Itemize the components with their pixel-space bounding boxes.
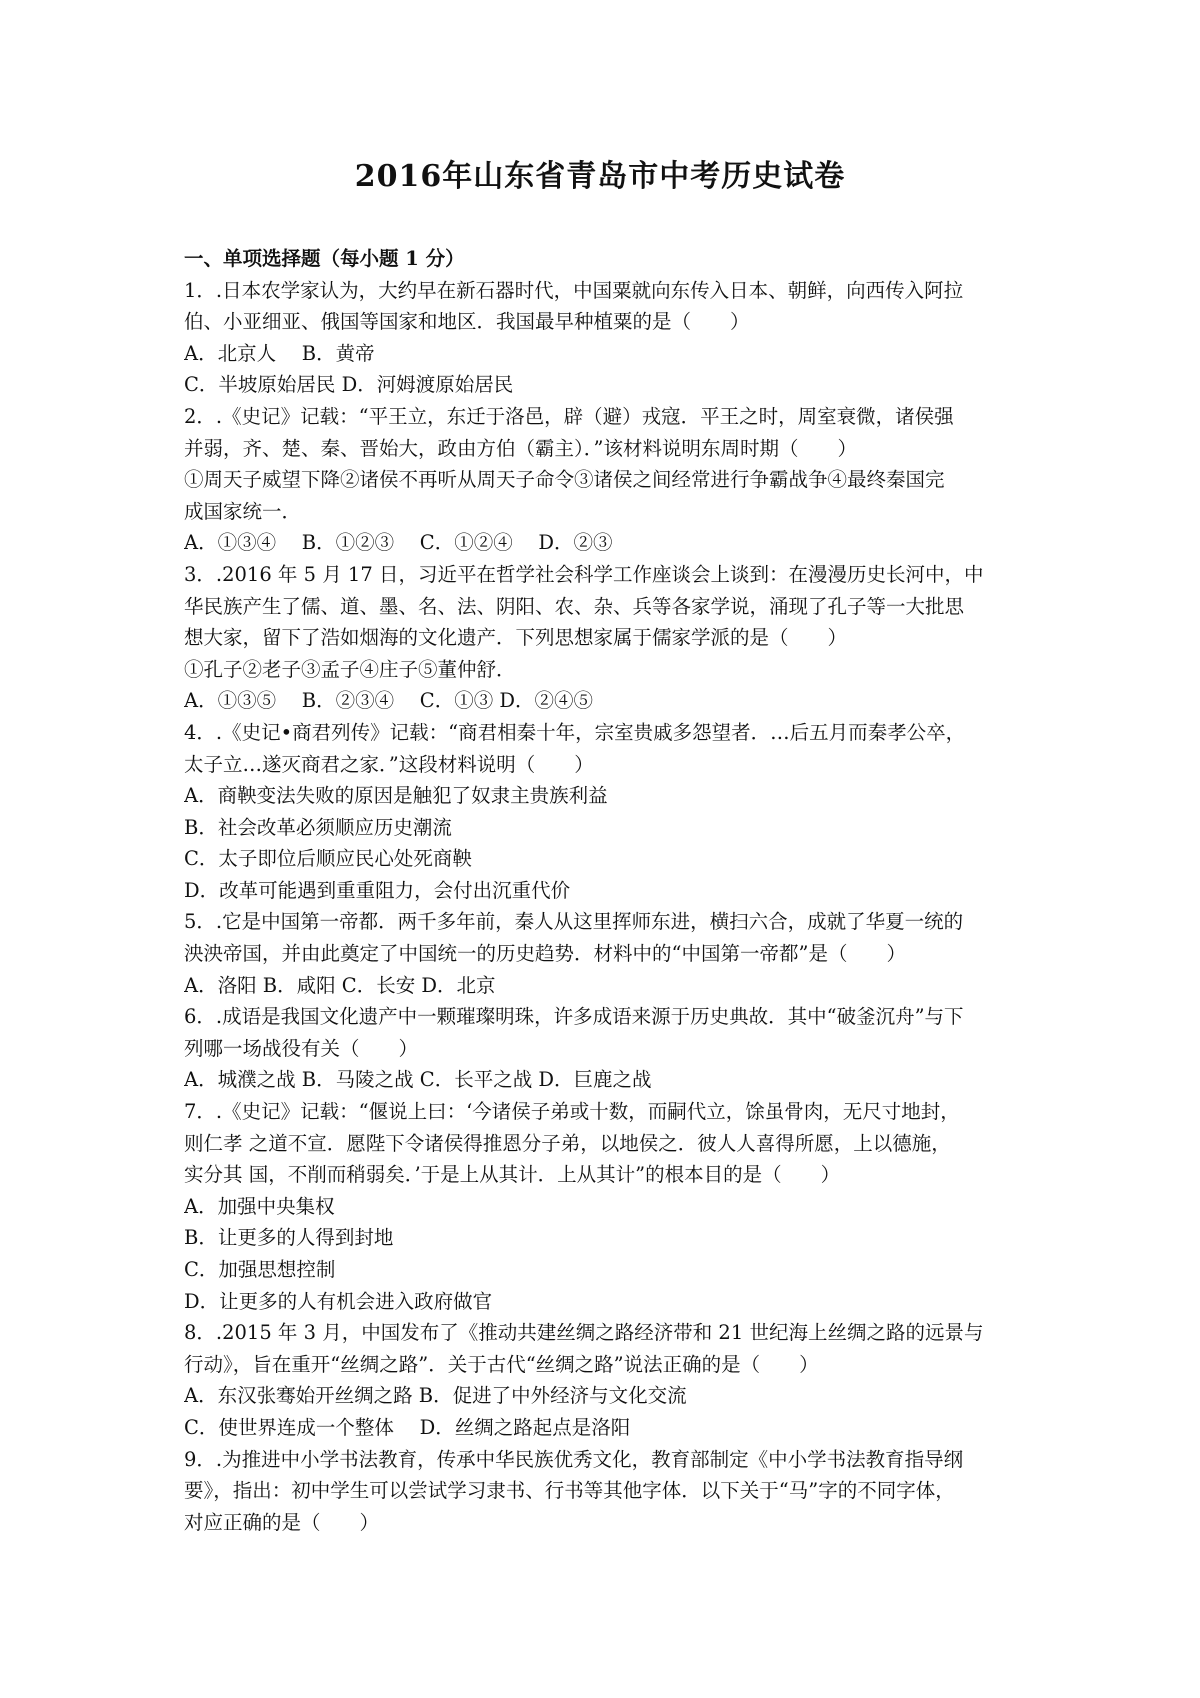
text-line: 行动》，旨在重开“丝绸之路”．关于古代“丝绸之路”说法正确的是（ ） [184,1352,819,1376]
text-line: A．①③④ B．①②③ C．①②④ D．②③ [184,531,613,555]
question-content [184,243,1024,1538]
text-line: D．让更多的人有机会进入政府做官 [184,1289,493,1313]
text-line: 则仁孝 之道不宣．愿陛下令诸侯得推恩分子弟，以地侯之．彼人人喜得所愿，上以德施， [184,1131,951,1155]
text-line: 9．.为推进中小学书法教育，传承中华民族优秀文化，教育部制定《中小学书法教育指导纲 [184,1447,964,1471]
text-line: 伯、小亚细亚、俄国等国家和地区．我国最早种植粟的是（ ） [184,310,750,334]
question-lines [184,275,1024,1539]
text-line: 要》，指出：初中学生可以尝试学习隶书、行书等其他字体．以下关于“马”字的不同字体， [184,1479,955,1503]
text-line: 5．.它是中国第一帝都．两千多年前，秦人从这里挥师东进，横扫六合，成就了华夏一统的 [184,910,964,934]
text-line: A．城濮之战 B．马陵之战 C．长平之战 D．巨鹿之战 [184,1068,652,1092]
text-line: C．半坡原始居民 D．河姆渡原始居民 [184,373,514,397]
text-line: 实分其 国，不削而稍弱矣．’于是上从其计．上从其计”的根本目的是（ ） [184,1163,841,1187]
text-line: C．加强思想控制 [184,1258,336,1281]
text-line: 太子立…遂灭商君之家．”这段材料说明（ ） [184,752,594,776]
text-line: 华民族产生了儒、道、墨、名、法、阴阳、农、杂、兵等各家学说，涌现了孔子等一大批思 [184,594,965,618]
text-line: 8．.2015 年 3 月，中国发布了《推动共建丝绸之路经济带和 21 世纪海上丝绸之路的远景与 [184,1321,984,1345]
text-line: 1．.日本农学家认为，大约早在新石器时代，中国粟就向东传入日本、朝鲜，向西传入阿拉 [184,278,964,302]
page-title: 2016年山东省青岛市中考历史试卷 [354,159,846,194]
text-line: 想大家，留下了浩如烟海的文化遗产．下列思想家属于儒家学派的是（ ） [184,626,848,650]
section-heading: 一、单项选择题（每小题 1 分） [184,247,465,270]
text-line: 对应正确的是（ ） [184,1510,380,1534]
text-line: A．东汉张骞始开丝绸之路 B．促进了中外经济与文化交流 [184,1384,687,1408]
text-line: A．①③⑤ B．②③④ C．①③ D．②④⑤ [184,689,594,713]
text-line: B．社会改革必须顺应历史潮流 [184,815,452,839]
text-line: 4．.《史记•商君列传》记载：“商君相秦十年，宗室贵戚多怨望者．…后五月而秦孝公卒， [184,720,966,744]
text-line: 2．.《史记》记载：“平王立，东迁于洛邑，辟（避）戎寇．平王之时，周室衰微，诸侯强 [184,404,954,428]
text-line: 成国家统一． [184,499,302,523]
text-line: 6．.成语是我国文化遗产中一颗璀璨明珠，许多成语来源于历史典故．其中“破釜沉舟”与下 [184,1005,964,1029]
text-line: A．北京人 B．黄帝 [184,341,375,365]
text-line: 并弱，齐、楚、秦、晋始大，政由方伯（霸主）．”该材料说明东周时期（ ） [184,436,857,460]
text-line: ①周天子威望下降②诸侯不再听从周天子命令③诸侯之间经常进行争霸战争④最终秦国完 [184,468,945,492]
text-line: B．让更多的人得到封地 [184,1226,394,1250]
text-line: C．太子即位后顺应民心处死商鞅 [184,847,472,871]
text-line: ①孔子②老子③孟子④庄子⑤董仲舒． [184,657,516,681]
text-line: D．改革可能遇到重重阻力，会付出沉重代价 [184,878,571,902]
text-line: 3．.2016 年 5 月 17 日，习近平在哲学社会科学工作座谈会上谈到：在漫漫历史长河中，中 [184,562,984,586]
text-line: 列哪一场战役有关（ ） [184,1036,419,1060]
text-line: A．洛阳 B．咸阳 C．长安 D．北京 [184,973,496,997]
text-line: A．加强中央集权 [184,1194,335,1218]
text-line: 泱泱帝国，并由此奠定了中国统一的历史趋势．材料中的“中国第一帝都”是（ ） [184,942,906,966]
text-line: C．使世界连成一个整体 D．丝绸之路起点是洛阳 [184,1415,631,1439]
text-line: 7．.《史记》记载：“偃说上曰：‘今诸侯子弟或十数，而嗣代立，馀虽骨肉，无尺寸地封， [184,1100,960,1124]
text-line: A．商鞅变法失败的原因是触犯了奴隶主贵族利益 [184,784,608,808]
